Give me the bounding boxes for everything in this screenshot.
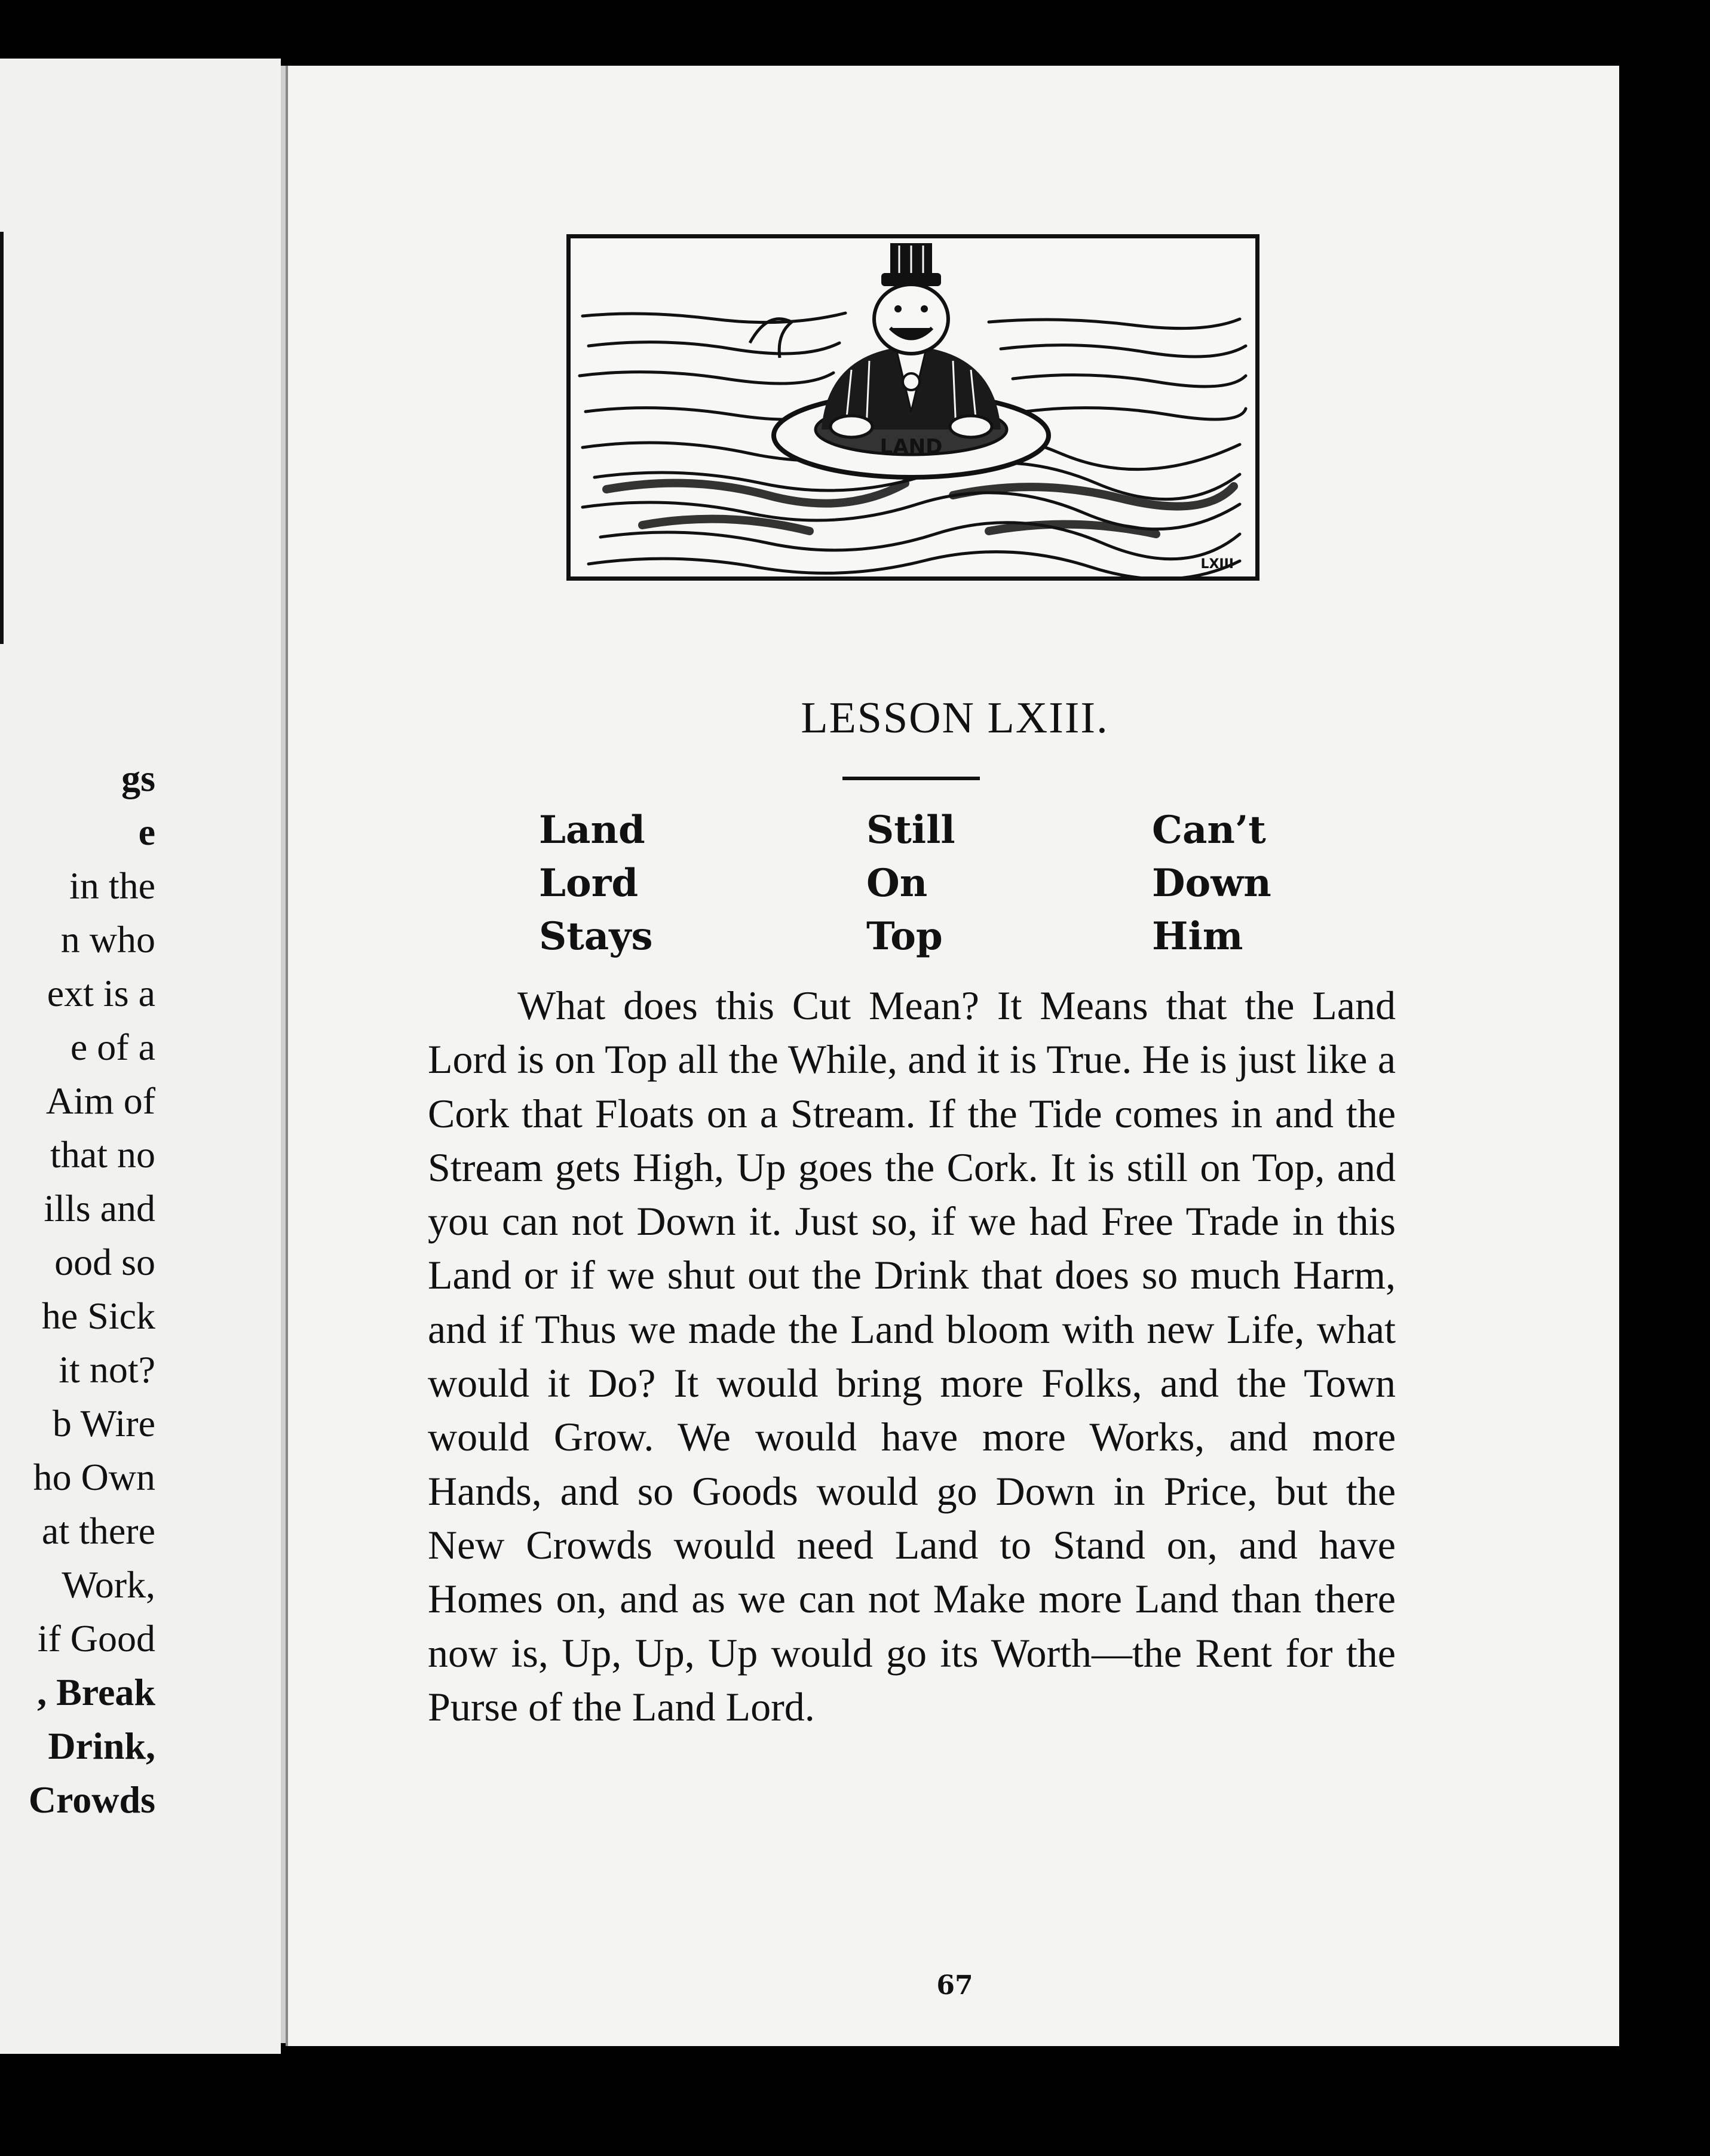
left-page-line: he Sick [41,1295,155,1337]
left-page-line: , Break [37,1671,155,1713]
left-page-line: ho Own [33,1456,155,1498]
left-page-line: in the [69,864,155,907]
ring-label: LAND [879,435,943,459]
left-page-line: at there [41,1510,155,1552]
left-page-line: Aim of [45,1079,155,1122]
vocab-column-3 [1152,803,1271,963]
left-page-line: Crowds [28,1778,155,1821]
book-spine [281,66,286,2043]
left-page-line: if Good [37,1617,155,1660]
left-page-line: gs [121,757,155,799]
vocab-column-1 [539,803,652,963]
vocab-word: Top [866,914,943,959]
vocab-word: Land [539,808,645,852]
vocab-word: Him [1152,914,1243,959]
left-page-line: ood so [54,1241,155,1283]
lesson-body-paragraph: What does this Cut Mean? It Means that the Land Lord is on Top all the While, and it is True. He is just like a Cork that Floats on a Stream. If the Tide comes in and the Stream gets High, Up goes the Cork. It is still on Top, and you can not Down it. Just so, if we had Free Trade in this Land or if we shut out the Drink that does so much Harm, and if Thus we made the Land bloom with new Life, what would it Do? It would bring more Folks, and the Town would Grow. We would have more Works, and more Hands, and so Goods would go Down in Price, but the New Crowds would need Land to Stand on, and have Homes on, and as we can not Make more Land than there now is, Up, Up, Up would go its Worth—the Rent for the Purse of the Land Lord. [428,983,1396,1729]
left-page-line: e of a [70,1026,155,1068]
scan-border [1619,66,1710,2046]
left-page-line: it not? [59,1348,155,1391]
left-page-line: ills and [44,1187,155,1229]
left-page-line: Work, [62,1563,155,1606]
left-illustration-frame-edge [0,232,4,644]
title-rule [842,777,980,780]
left-page-line: b Wire [52,1402,155,1445]
landlord-cartoon-illustration [566,234,1259,581]
vocab-column-2 [866,803,955,963]
vocab-word: Can’t [1152,808,1266,852]
left-page-line: e [138,811,155,853]
vocab-word: Stays [539,914,653,959]
cartoon-svg [571,238,1255,576]
vocab-word: On [866,861,928,906]
right-page [286,66,1622,2046]
left-page-text [0,752,155,1827]
left-page-line: n who [60,918,155,961]
vocab-word: Still [866,808,955,852]
left-page-line: ext is a [47,972,155,1014]
vocab-word: Down [1152,861,1271,906]
left-facing-page [0,59,281,2054]
artist-signature: LXIII [1200,557,1234,572]
lesson-title: LESSON LXIII. [801,694,1109,743]
left-page-line: Drink, [48,1725,155,1767]
left-page-line: that no [50,1133,155,1176]
vocab-word: Lord [539,861,639,906]
page-number: 67 [936,1970,973,2001]
